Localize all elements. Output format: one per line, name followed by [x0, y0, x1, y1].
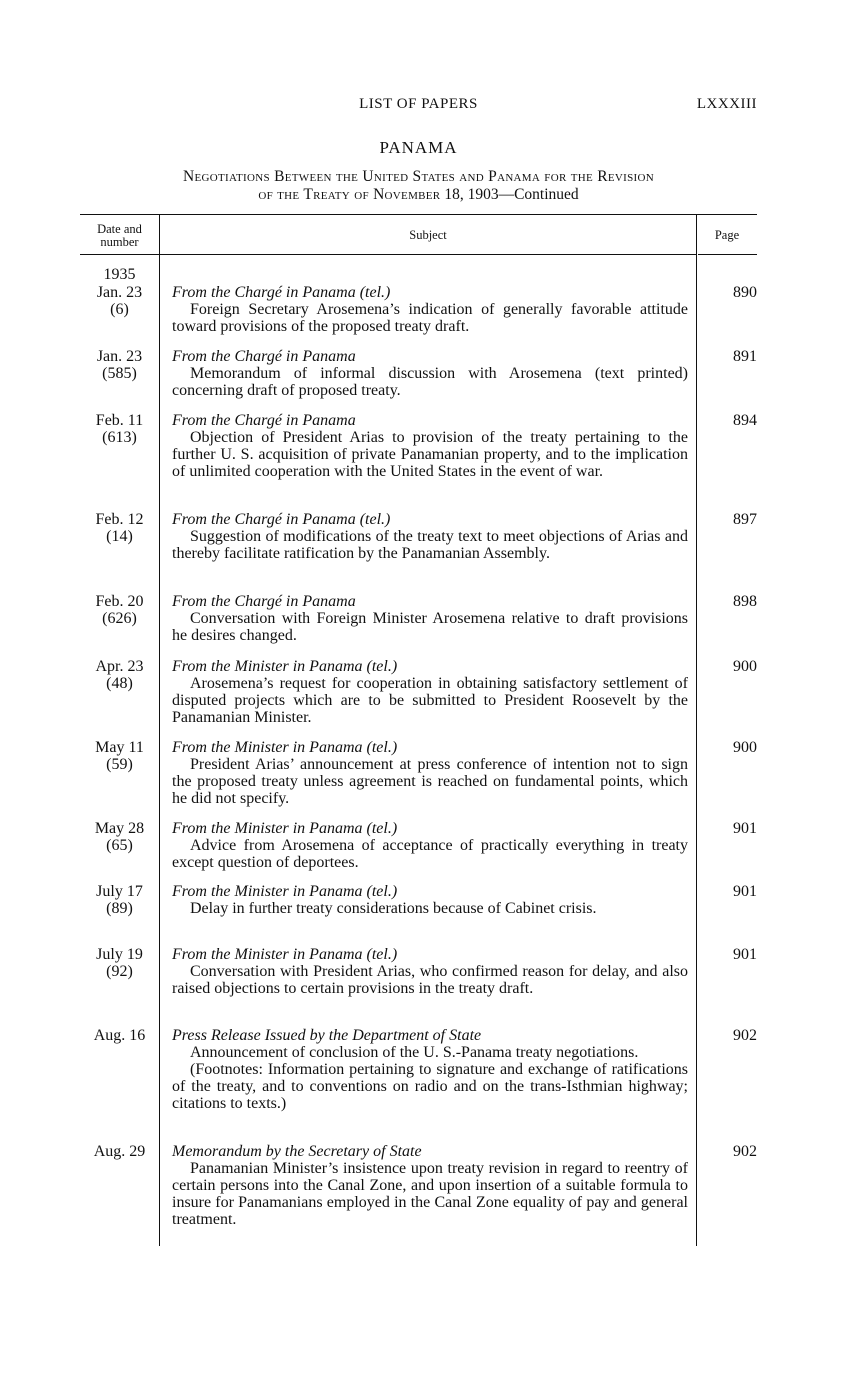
- entry-number: (6): [110, 301, 129, 318]
- entry-number: (92): [106, 963, 133, 980]
- entry-number: (65): [106, 837, 133, 854]
- header-rule-date: [80, 254, 159, 255]
- column-header-page: Page: [714, 228, 740, 242]
- entry-date-text: Feb. 12: [95, 511, 144, 528]
- entry-heading: From the Minister in Panama (tel.): [172, 658, 398, 675]
- entry-date: [80, 593, 159, 627]
- entry-description: Suggestion of modifications of the treaty text to meet objections of Arias and thereby facilitate ratification by the Panamanian Assembly.: [172, 528, 688, 562]
- column-divider-right: [696, 214, 697, 1246]
- subtitle-line-2: [80, 186, 757, 204]
- entry-description: Arosemena’s request for cooperation in obtaining satisfactory settlement of disputed projects which are to be submitted to President Roosevelt by the Panamanian Minister.: [172, 675, 688, 726]
- entry-page: 902: [733, 1143, 757, 1160]
- header-rule-page: [698, 254, 757, 255]
- column-divider-left: [159, 214, 160, 1246]
- entry-date-text: May 11: [95, 739, 144, 756]
- entry-date: [80, 1143, 159, 1160]
- entry-description: Memorandum of informal discussion with Arosemena (text printed) concerning draft of proposed treaty.: [172, 365, 688, 399]
- column-header-date-line2: number: [100, 235, 139, 249]
- column-header-date: [80, 223, 159, 249]
- entry-heading: From the Chargé in Panama: [172, 412, 356, 429]
- entry-number: (89): [106, 900, 133, 917]
- entry-date: [80, 284, 159, 318]
- entry-heading: From the Chargé in Panama (tel.): [172, 511, 391, 528]
- entry-date-text: Aug. 16: [93, 1027, 146, 1044]
- entry-description: President Arias’ announcement at press conference of intention not to sign the proposed treaty unless agreement is reached on fundamental points, which he did not specify.: [172, 756, 688, 807]
- entry-date-text: July 19: [96, 946, 143, 963]
- entry-number: (585): [102, 365, 137, 382]
- papers-table: [80, 214, 757, 1246]
- entry-number: (14): [106, 528, 133, 545]
- subtitle-line-1: Negotiations Between the United States and Panama for the Revision: [183, 168, 654, 185]
- table-top-rule: [80, 214, 757, 215]
- entry-date: [80, 946, 159, 980]
- entry-number: (626): [102, 610, 137, 627]
- entry-date: [80, 883, 159, 917]
- entry-date-text: Jan. 23: [96, 348, 143, 365]
- entry-page: 901: [733, 883, 757, 900]
- section-subtitle: [80, 168, 757, 204]
- entry-heading: From the Minister in Panama (tel.): [172, 883, 398, 900]
- subtitle-line-2-smallcaps: of the Treaty of November: [258, 186, 441, 203]
- entry-page: 900: [733, 658, 757, 675]
- entry-page: 901: [733, 946, 757, 963]
- entry-page: 902: [733, 1027, 757, 1044]
- entry-date-text: Jan. 23: [96, 284, 143, 301]
- entry-page: 890: [733, 284, 757, 301]
- entry-date-text: Aug. 29: [93, 1143, 146, 1160]
- entry-page: 891: [733, 348, 757, 365]
- entry-subject: [172, 739, 688, 807]
- entry-heading: From the Chargé in Panama: [172, 348, 356, 365]
- entry-heading: Memorandum by the Secretary of State: [172, 1143, 422, 1160]
- entry-description: Delay in further treaty considerations because of Cabinet crisis.: [190, 900, 597, 917]
- header-rule-subject: [160, 254, 696, 255]
- entry-page: 894: [733, 412, 757, 429]
- page-number-roman: LXXXIII: [696, 96, 757, 112]
- column-header-date-line1: Date and: [97, 222, 142, 236]
- entry-heading: From the Minister in Panama (tel.): [172, 946, 398, 963]
- entry-date-text: Feb. 20: [95, 593, 144, 610]
- entry-date: [80, 1027, 159, 1044]
- entry-heading: From the Minister in Panama (tel.): [172, 820, 398, 837]
- column-header-subject: Subject: [409, 228, 447, 242]
- entry-subject: [172, 1027, 688, 1112]
- entry-subject: [172, 1143, 688, 1228]
- entry-date-text: May 28: [94, 820, 145, 837]
- entry-description: Conversation with President Arias, who confirmed reason for delay, and also raised objections to certain provisions in the treaty draft.: [172, 963, 688, 997]
- entry-subject: [172, 511, 688, 562]
- entry-description: Announcement of conclusion of the U. S.-Panama treaty negotiations.: [190, 1044, 639, 1061]
- section-title: PANAMA: [379, 138, 458, 157]
- entry-date: [80, 412, 159, 446]
- entry-subject: [172, 883, 688, 917]
- entry-number: (48): [106, 675, 133, 692]
- entry-date-text: July 17: [96, 883, 143, 900]
- entry-heading: From the Minister in Panama (tel.): [172, 739, 398, 756]
- entry-date: [80, 348, 159, 382]
- year-label: 1935: [103, 266, 136, 283]
- entry-page: 897: [733, 511, 757, 528]
- entry-page: 900: [733, 739, 757, 756]
- entry-date-text: Feb. 11: [95, 412, 144, 429]
- entry-date: [80, 658, 159, 692]
- entry-subject: [172, 658, 688, 726]
- running-head: [80, 96, 757, 116]
- entry-date-text: Apr. 23: [95, 658, 144, 675]
- subtitle-line-2-rest: 18, 1903—Continued: [440, 186, 579, 203]
- entry-number: (613): [102, 429, 137, 446]
- entry-subject: [172, 593, 688, 644]
- entry-heading: Press Release Issued by the Department of State: [172, 1027, 482, 1044]
- entry-subject: [172, 946, 688, 997]
- running-title: LIST OF PAPERS: [359, 96, 478, 112]
- entry-page: 898: [733, 593, 757, 610]
- entry-date: [80, 739, 159, 773]
- entry-heading: From the Chargé in Panama (tel.): [172, 284, 391, 301]
- entry-description: Objection of President Arias to provision of the treaty pertaining to the further U. S. acquisition of private Panamanian property, and to the implication of unlimited cooperation with the United States in the event of war.: [172, 429, 688, 480]
- entry-heading: From the Chargé in Panama: [172, 593, 356, 610]
- entry-description: Foreign Secretary Arosemena’s indication of generally favorable attitude toward provisions of the proposed treaty draft.: [172, 301, 688, 335]
- entry-description: Panamanian Minister’s insistence upon treaty revision in regard to reentry of certain persons into the Canal Zone, and upon insertion of a suitable formula to insure for Panamanians employed in the Canal Zone equality of pay and general treatment.: [172, 1160, 688, 1228]
- entry-subject: [172, 348, 688, 399]
- entry-date: [80, 820, 159, 854]
- entry-subject: [172, 412, 688, 480]
- entry-description: Advice from Arosemena of acceptance of practically everything in treaty except question of deportees.: [172, 837, 688, 871]
- entry-description: Conversation with Foreign Minister Arosemena relative to draft provisions he desires changed.: [172, 610, 688, 644]
- entry-page: 901: [733, 820, 757, 837]
- entry-subject: [172, 284, 688, 335]
- entry-date: [80, 511, 159, 545]
- entry-footnote: (Footnotes: Information pertaining to signature and exchange of ratifications of the treaty, and to conventions on radio and on the trans-Isthmian highway; citations to texts.): [172, 1061, 688, 1112]
- entry-number: (59): [106, 756, 133, 773]
- entry-subject: [172, 820, 688, 871]
